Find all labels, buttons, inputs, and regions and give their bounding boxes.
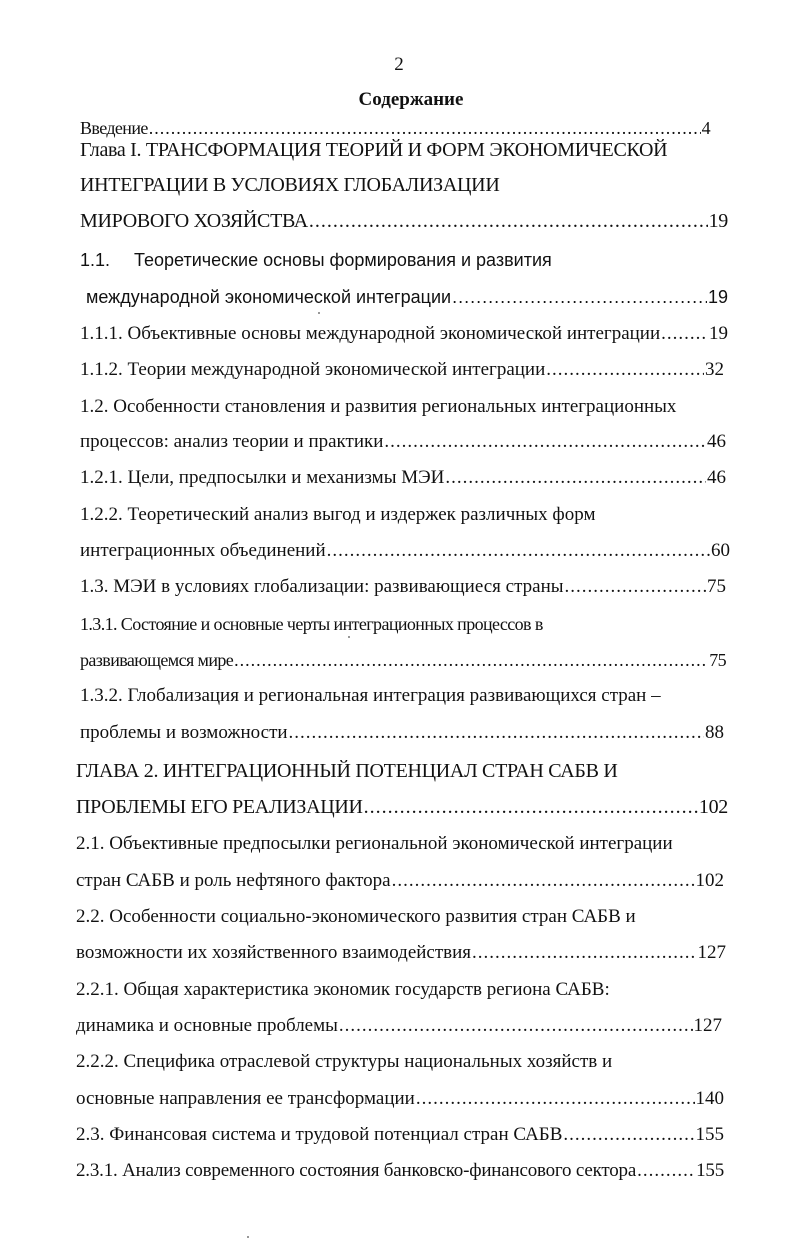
toc-section-1-2-1: 1.2.1. Цели, предпосылки и механизмы МЭИ ..... 46	[80, 466, 726, 490]
toc-section-2-3: 2.3. Финансовая система и трудовой потенциал стран САБВ ..... 155	[76, 1123, 724, 1147]
scan-speck	[247, 1236, 249, 1238]
toc-section-2-2-1-line-1: 2.2.1. Общая характеристика экономик государств региона САБВ:	[76, 979, 610, 1000]
toc-section-2-3-1: 2.3.1. Анализ современного состояния банковско-финансового сектора ..... 155	[76, 1159, 724, 1183]
page-title: Содержание	[358, 89, 464, 110]
toc-chapter-1-line-2: ИНТЕГРАЦИИ В УСЛОВИЯХ ГЛОБАЛИЗАЦИИ	[80, 174, 500, 196]
toc-section-1-2-2-line-2: интеграционных объединений ..... 60	[80, 539, 730, 563]
toc-section-1-1-line-1: 1.1. Теоретические основы формирования и развития	[80, 250, 552, 270]
toc-section-2-1-line-2: стран САБВ и роль нефтяного фактора ..... 102	[76, 869, 724, 893]
toc-section-1-3-2-line-2: проблемы и возможности ..... 88	[80, 721, 724, 745]
scan-speck	[348, 636, 350, 638]
toc-entry-introduction: Введение ..... 4	[80, 116, 710, 140]
toc-chapter-2-line-1: ГЛАВА 2. ИНТЕГРАЦИОННЫЙ ПОТЕНЦИАЛ СТРАН САБВ И	[76, 760, 618, 782]
toc-section-2-2-line-2: возможности их хозяйственного взаимодействия ..... 127	[76, 941, 726, 965]
toc-section-1-1-line-2: международной экономической интеграции ..... 19	[86, 285, 728, 309]
toc-section-1-2-line-1: 1.2. Особенности становления и развития региональных интеграционных	[80, 396, 677, 417]
toc-chapter-1-line-1: Глава I. ТРАНСФОРМАЦИЯ ТЕОРИЙ И ФОРМ ЭКОНОМИЧЕСКОЙ	[80, 139, 668, 161]
toc-section-2-2-line-1: 2.2. Особенности социально-экономического развития стран САБВ и	[76, 906, 636, 927]
toc-section-1-3: 1.3. МЭИ в условиях глобализации: развивающиеся страны ..... 75	[80, 575, 726, 599]
toc-section-1-3-1-line-1: 1.3.1. Состояние и основные черты интеграционных процессов в	[80, 614, 543, 634]
toc-chapter-1-line-3: МИРОВОГО ХОЗЯЙСТВА ..... 19	[80, 209, 728, 233]
toc-section-2-2-1-line-2: динамика и основные проблемы ..... 127	[76, 1014, 722, 1038]
toc-section-2-2-2-line-1: 2.2.2. Специфика отраслевой структуры национальных хозяйств и	[76, 1051, 613, 1072]
page-number: 2	[394, 54, 404, 75]
toc-section-1-2-2-line-1: 1.2.2. Теоретический анализ выгод и издержек различных форм	[80, 504, 596, 525]
toc-chapter-2-line-2: ПРОБЛЕМЫ ЕГО РЕАЛИЗАЦИИ ..... 102	[76, 795, 728, 819]
toc-section-1-2-line-2: процессов: анализ теории и практики ..... 46	[80, 430, 726, 454]
toc-section-2-1-line-1: 2.1. Объективные предпосылки региональной экономической интеграции	[76, 833, 673, 854]
scan-speck	[318, 312, 320, 314]
toc-section-2-2-2-line-2: основные направления ее трансформации ..... 140	[76, 1087, 724, 1111]
toc-section-1-3-2-line-1: 1.3.2. Глобализация и региональная интеграция развивающихся стран –	[80, 685, 661, 706]
toc-section-1-1-1: 1.1.1. Объективные основы международной экономической интеграции ..... 19	[80, 322, 728, 346]
toc-section-1-3-1-line-2: развивающемся мире ..... 75	[80, 648, 726, 672]
toc-section-1-1-2: 1.1.2. Теории международной экономической интеграции ..... 32	[80, 358, 724, 382]
